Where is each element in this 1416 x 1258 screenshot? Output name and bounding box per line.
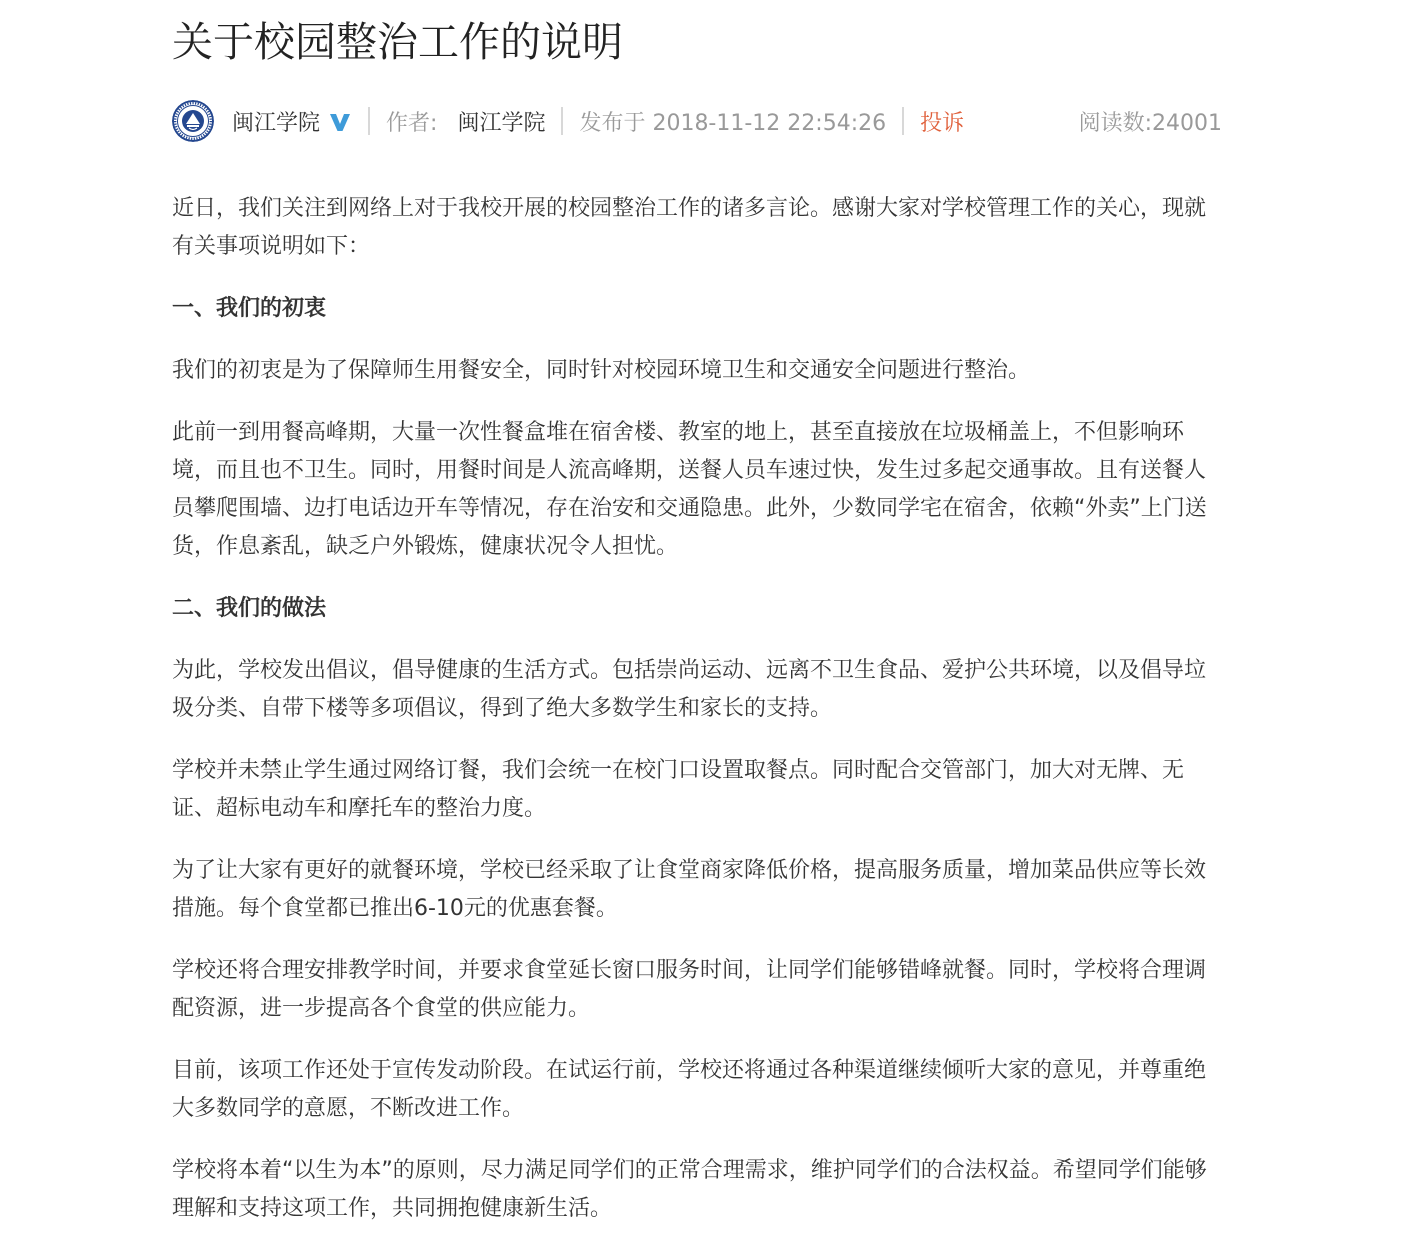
meta-divider (902, 107, 904, 135)
paragraph: 目前，该项工作还处于宣传发动阶段。在试运行前，学校还将通过各种渠道继续倾听大家的意见，并尊重绝大多数同学的意愿，不断改进工作。 (172, 1058, 1207, 1121)
paragraph: 为此，学校发出倡议，倡导健康的生活方式。包括崇尚运动、远离不卫生食品、爱护公共环境，以及倡导垃圾分类、自带下楼等多项倡议，得到了绝大多数学生和家长的支持。 (172, 658, 1207, 721)
report-link[interactable]: 投诉 (920, 110, 965, 136)
meta-divider (368, 107, 370, 135)
read-count: 阅读数:24001 (1078, 110, 1222, 136)
paragraph: 为了让大家有更好的就餐环境，学校已经采取了让食堂商家降低价格，提高服务质量，增加菜品供应等长效措施。每个食堂都已推出6-10元的优惠套餐。 (172, 858, 1207, 921)
section-heading: 一、我们的初衷 (172, 296, 327, 321)
article-body (172, 190, 1222, 1228)
article (172, 0, 1222, 1252)
paragraph: 学校将本着“以生为本”的原则，尽力满足同学们的正常合理需求，维护同学们的合法权益。希望同学们能够理解和支持这项工作，共同拥抱健康新生活。 (172, 1158, 1207, 1221)
meta-divider (561, 107, 563, 135)
account-name[interactable]: 闽江学院 (232, 110, 321, 136)
section-heading: 二、我们的做法 (172, 596, 327, 621)
author-name[interactable]: 闽江学院 (457, 110, 546, 136)
paragraph: 学校并未禁止学生通过网络订餐，我们会统一在校门口设置取餐点。同时配合交管部门，加大对无牌、无证、超标电动车和摩托车的整治力度。 (172, 758, 1185, 821)
author-label: 作者: (386, 110, 438, 136)
paragraph: 我们的初衷是为了保障师生用餐安全，同时针对校园环境卫生和交通安全问题进行整治。 (172, 358, 1031, 383)
publish-time: 发布于 2018-11-12 22:54:26 (579, 110, 887, 136)
paragraph: 此前一到用餐高峰期，大量一次性餐盒堆在宿舍楼、教室的地上，甚至直接放在垃圾桶盖上，不但影响环境，而且也不卫生。同时，用餐时间是人流高峰期，送餐人员车速过快，发生过多起交通事故。且有送餐人员攀爬围墙、边打电话边开车等情况，存在治安和交通隐患。此外，少数同学宅在宿舍，依赖“外卖”上门送货，作息紊乱，缺乏户外锻炼，健康状况令人担忧。 (172, 420, 1207, 559)
paragraph: 学校还将合理安排教学时间，并要求食堂延长窗口服务时间，让同学们能够错峰就餐。同时，学校将合理调配资源，进一步提高各个食堂的供应能力。 (172, 958, 1207, 1021)
article-title: 关于校园整治工作的说明 (172, 18, 623, 66)
article-meta (172, 98, 1222, 144)
verified-v-icon (328, 110, 352, 134)
school-logo-avatar[interactable] (172, 100, 214, 142)
paragraph: 近日，我们关注到网络上对于我校开展的校园整治工作的诸多言论。感谢大家对学校管理工作的关心，现就有关事项说明如下： (172, 196, 1207, 259)
